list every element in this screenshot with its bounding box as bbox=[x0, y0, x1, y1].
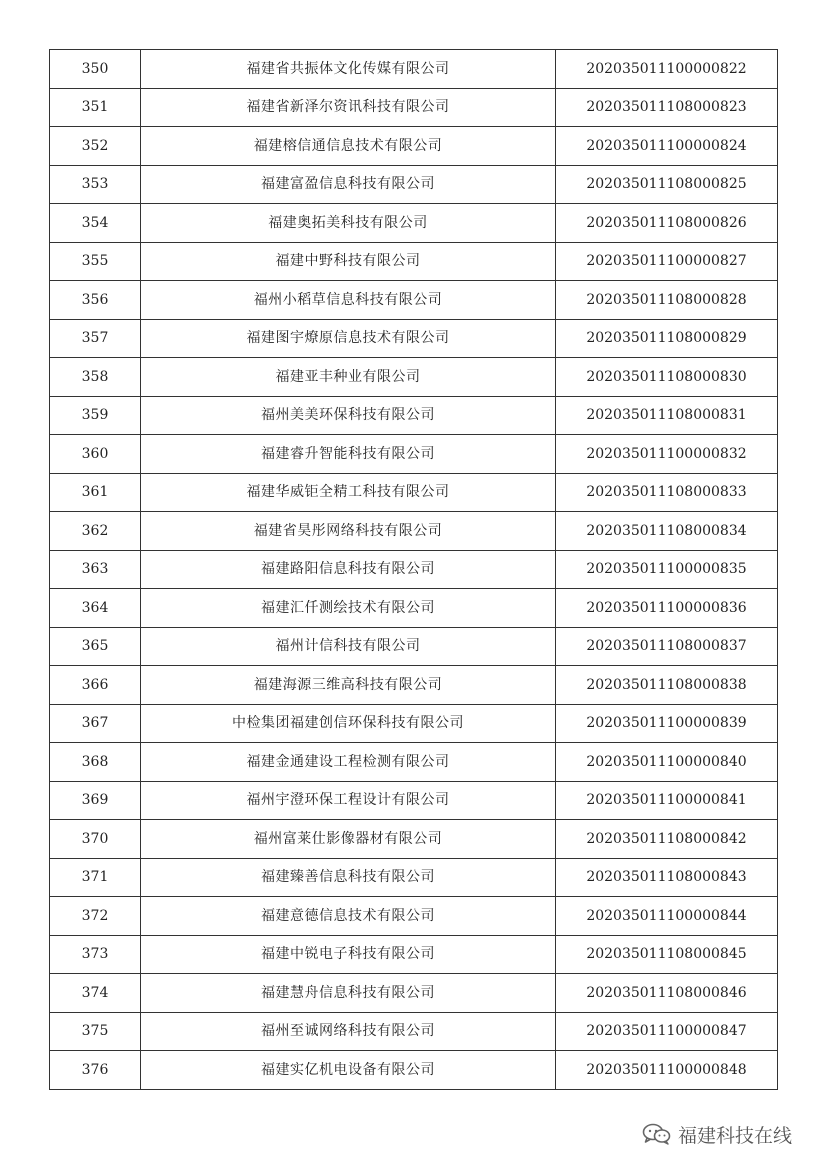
company-name: 福建臻善信息科技有限公司 bbox=[141, 858, 556, 897]
registration-code: 202035011100000840 bbox=[556, 743, 778, 782]
registration-code: 202035011108000843 bbox=[556, 858, 778, 897]
row-number: 373 bbox=[50, 935, 141, 974]
row-number: 368 bbox=[50, 743, 141, 782]
row-number: 359 bbox=[50, 396, 141, 435]
row-number: 355 bbox=[50, 242, 141, 281]
row-number: 354 bbox=[50, 204, 141, 243]
table-row bbox=[50, 358, 778, 397]
row-number: 370 bbox=[50, 820, 141, 859]
company-name: 福建图宇燎原信息技术有限公司 bbox=[141, 319, 556, 358]
registration-code: 202035011108000829 bbox=[556, 319, 778, 358]
row-number: 353 bbox=[50, 165, 141, 204]
row-number: 352 bbox=[50, 127, 141, 166]
table-row bbox=[50, 473, 778, 512]
row-number: 350 bbox=[50, 50, 141, 89]
registration-code: 202035011100000836 bbox=[556, 589, 778, 628]
company-name: 福建奥拓美科技有限公司 bbox=[141, 204, 556, 243]
row-number: 371 bbox=[50, 858, 141, 897]
company-name: 福建金通建设工程检测有限公司 bbox=[141, 743, 556, 782]
company-name: 福建省昊彤网络科技有限公司 bbox=[141, 512, 556, 551]
row-number: 357 bbox=[50, 319, 141, 358]
table-row bbox=[50, 242, 778, 281]
company-name: 福建睿升智能科技有限公司 bbox=[141, 435, 556, 474]
table-row bbox=[50, 127, 778, 166]
row-number: 374 bbox=[50, 974, 141, 1013]
row-number: 364 bbox=[50, 589, 141, 628]
table-row bbox=[50, 589, 778, 628]
registration-code: 202035011108000837 bbox=[556, 627, 778, 666]
company-name: 福建中野科技有限公司 bbox=[141, 242, 556, 281]
table-body bbox=[50, 50, 778, 1090]
registration-code: 202035011108000845 bbox=[556, 935, 778, 974]
table-row bbox=[50, 743, 778, 782]
registration-code: 202035011108000842 bbox=[556, 820, 778, 859]
table-row bbox=[50, 627, 778, 666]
table-row bbox=[50, 550, 778, 589]
registration-code: 202035011108000823 bbox=[556, 88, 778, 127]
row-number: 356 bbox=[50, 281, 141, 320]
company-name: 福建省共振体文化传媒有限公司 bbox=[141, 50, 556, 89]
company-name: 福建慧舟信息科技有限公司 bbox=[141, 974, 556, 1013]
table-row bbox=[50, 1012, 778, 1051]
table-row bbox=[50, 974, 778, 1013]
row-number: 363 bbox=[50, 550, 141, 589]
table-row bbox=[50, 50, 778, 89]
registration-code: 202035011108000831 bbox=[556, 396, 778, 435]
row-number: 376 bbox=[50, 1051, 141, 1090]
watermark-text: 福建科技在线 bbox=[678, 1124, 793, 1147]
registration-code: 202035011100000824 bbox=[556, 127, 778, 166]
table-row bbox=[50, 281, 778, 320]
registration-code: 202035011108000825 bbox=[556, 165, 778, 204]
registration-code: 202035011108000833 bbox=[556, 473, 778, 512]
row-number: 367 bbox=[50, 704, 141, 743]
company-name: 福建实亿机电设备有限公司 bbox=[141, 1051, 556, 1090]
row-number: 361 bbox=[50, 473, 141, 512]
table-row bbox=[50, 204, 778, 243]
row-number: 351 bbox=[50, 88, 141, 127]
company-name: 福建路阳信息科技有限公司 bbox=[141, 550, 556, 589]
table-row bbox=[50, 935, 778, 974]
table-row bbox=[50, 781, 778, 820]
registration-code: 202035011100000835 bbox=[556, 550, 778, 589]
table-row bbox=[50, 88, 778, 127]
row-number: 362 bbox=[50, 512, 141, 551]
registry-table bbox=[49, 49, 778, 1090]
registration-code: 202035011108000838 bbox=[556, 666, 778, 705]
row-number: 372 bbox=[50, 897, 141, 936]
row-number: 360 bbox=[50, 435, 141, 474]
company-name: 福建省新泽尔资讯科技有限公司 bbox=[141, 88, 556, 127]
registration-code: 202035011100000848 bbox=[556, 1051, 778, 1090]
company-name: 福州小稻草信息科技有限公司 bbox=[141, 281, 556, 320]
table-row bbox=[50, 897, 778, 936]
row-number: 375 bbox=[50, 1012, 141, 1051]
row-number: 358 bbox=[50, 358, 141, 397]
registration-code: 202035011100000822 bbox=[556, 50, 778, 89]
company-name: 福州计信科技有限公司 bbox=[141, 627, 556, 666]
company-name: 福建中锐电子科技有限公司 bbox=[141, 935, 556, 974]
table-row bbox=[50, 396, 778, 435]
table-row bbox=[50, 820, 778, 859]
row-number: 369 bbox=[50, 781, 141, 820]
registration-code: 202035011100000844 bbox=[556, 897, 778, 936]
company-name: 中检集团福建创信环保科技有限公司 bbox=[141, 704, 556, 743]
registration-code: 202035011100000839 bbox=[556, 704, 778, 743]
company-name: 福建意德信息技术有限公司 bbox=[141, 897, 556, 936]
company-name: 福州美美环保科技有限公司 bbox=[141, 396, 556, 435]
company-name: 福建汇仟测绘技术有限公司 bbox=[141, 589, 556, 628]
company-name: 福州至诚网络科技有限公司 bbox=[141, 1012, 556, 1051]
registration-code: 202035011100000832 bbox=[556, 435, 778, 474]
registration-code: 202035011100000827 bbox=[556, 242, 778, 281]
table-row bbox=[50, 165, 778, 204]
registration-code: 202035011100000841 bbox=[556, 781, 778, 820]
company-name: 福建亚丰种业有限公司 bbox=[141, 358, 556, 397]
company-name: 福建海源三维高科技有限公司 bbox=[141, 666, 556, 705]
table-row bbox=[50, 704, 778, 743]
registration-code: 202035011108000846 bbox=[556, 974, 778, 1013]
company-name: 福建富盈信息科技有限公司 bbox=[141, 165, 556, 204]
table-row bbox=[50, 1051, 778, 1090]
registration-code: 202035011108000828 bbox=[556, 281, 778, 320]
registration-code: 202035011108000834 bbox=[556, 512, 778, 551]
table-row bbox=[50, 319, 778, 358]
table-row bbox=[50, 435, 778, 474]
table-row bbox=[50, 512, 778, 551]
table-row bbox=[50, 858, 778, 897]
registration-code: 202035011100000847 bbox=[556, 1012, 778, 1051]
company-name: 福州富莱仕影像器材有限公司 bbox=[141, 820, 556, 859]
wechat-official-account-icon bbox=[642, 1123, 672, 1145]
company-name: 福州宇澄环保工程设计有限公司 bbox=[141, 781, 556, 820]
registration-code: 202035011108000826 bbox=[556, 204, 778, 243]
watermark bbox=[642, 1120, 792, 1148]
company-name: 福建华威钜全精工科技有限公司 bbox=[141, 473, 556, 512]
row-number: 366 bbox=[50, 666, 141, 705]
company-name: 福建榕信通信息技术有限公司 bbox=[141, 127, 556, 166]
row-number: 365 bbox=[50, 627, 141, 666]
registration-code: 202035011108000830 bbox=[556, 358, 778, 397]
table-row bbox=[50, 666, 778, 705]
